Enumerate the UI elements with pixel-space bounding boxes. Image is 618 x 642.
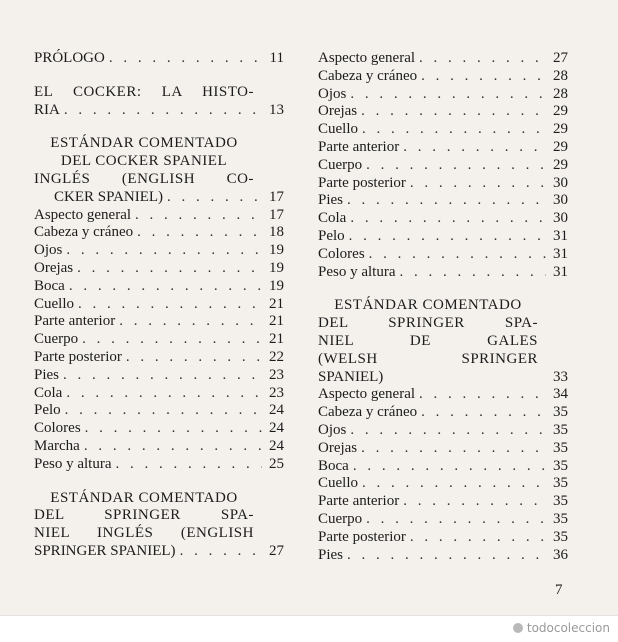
dot-leader (343, 192, 546, 210)
toc-entry-label: Cuerpo (318, 156, 363, 173)
dot-leader (115, 313, 262, 331)
toc-section-historia (34, 84, 284, 120)
toc-entry-page: 25 (269, 455, 284, 472)
dot-leader (395, 264, 546, 282)
toc-entry-label: Parte posterior (34, 348, 122, 365)
section-heading-line: RIA (34, 101, 60, 118)
dot-leader (62, 385, 262, 403)
toc-entry-page: 11 (269, 50, 284, 66)
toc-entry-page: 19 (269, 242, 284, 259)
toc-entry-page: 19 (269, 277, 284, 294)
toc-entry-page: 30 (553, 174, 568, 191)
toc-entry-page: 35 (553, 404, 568, 421)
toc-entry (34, 367, 284, 385)
section-heading-line: CKER SPANIEL) (54, 188, 164, 205)
section-heading-line: NIEL INGLÉS (ENGLISH (34, 525, 254, 542)
toc-entry (34, 296, 284, 314)
dot-leader (415, 386, 546, 404)
toc-entry-page: 31 (553, 227, 568, 244)
toc-entry (34, 420, 284, 438)
toc-entry-section-page (34, 189, 284, 207)
section-heading-line: (WELSH SPRINGER (318, 350, 538, 367)
toc-entry-label: Cuello (318, 475, 358, 492)
dot-leader (346, 422, 546, 440)
toc-entry-label: Ojos (318, 421, 347, 438)
dot-leader (133, 224, 262, 242)
dot-leader (362, 511, 546, 529)
toc-entry (318, 68, 568, 86)
toc-entry (318, 50, 568, 68)
toc-entry-label: Ojos (34, 242, 63, 259)
toc-entry-page: 19 (269, 259, 284, 276)
dot-leader (131, 207, 262, 225)
toc-entry-label: Peso y altura (318, 263, 396, 280)
toc-entry-label: Parte anterior (318, 493, 400, 510)
toc-entry-page: 29 (553, 156, 568, 173)
toc-entry-page: 23 (269, 384, 284, 401)
toc-entry-page: 35 (553, 421, 568, 438)
dot-leader (399, 139, 546, 157)
toc-entry (318, 458, 568, 476)
dot-leader (62, 242, 262, 260)
dot-leader (73, 260, 262, 278)
toc-entry (34, 242, 284, 260)
dot-leader (176, 543, 262, 561)
toc-entry (34, 313, 284, 331)
toc-entry-page: 28 (553, 67, 568, 84)
toc-entry-page: 23 (269, 366, 284, 383)
toc-entry-label: Boca (318, 457, 349, 474)
toc-entry (318, 157, 568, 175)
toc-entry-label: Cabeza y cráneo (34, 224, 134, 241)
dot-leader (358, 475, 546, 493)
dot-leader (357, 440, 546, 458)
toc-entry-label: Boca (34, 277, 65, 294)
toc-entry (34, 402, 284, 420)
toc-entry-page: 31 (553, 245, 568, 262)
toc-entry-label: Aspecto general (34, 206, 132, 223)
toc-entry (318, 511, 568, 529)
section-heading-line: SPRINGER SPANIEL) (34, 542, 176, 559)
watermark-logo (513, 619, 610, 637)
dot-leader (358, 121, 546, 139)
toc-entry-page: 27 (553, 50, 568, 66)
dot-leader (365, 246, 546, 264)
toc-entry-page: 21 (269, 331, 284, 348)
toc-entry-page: 29 (553, 103, 568, 120)
dot-leader (415, 50, 546, 68)
toc-entry (318, 175, 568, 193)
section-heading-line: NIEL DE GALES (318, 332, 538, 349)
toc-entry-page: 17 (269, 206, 284, 223)
section-heading-line: ESTÁNDAR COMENTADO (334, 297, 522, 314)
toc-entry-page: 35 (553, 439, 568, 456)
toc-entry-label: Pies (318, 546, 344, 563)
toc-entry-label: Cabeza y cráneo (318, 404, 418, 421)
toc-entry-label: Pies (34, 366, 60, 383)
toc-entry-label: Marcha (34, 437, 80, 454)
toc-entry-page: 27 (269, 542, 284, 559)
toc-entry (34, 385, 284, 403)
dot-leader (349, 458, 546, 476)
toc-entry (318, 103, 568, 121)
dot-leader (357, 103, 546, 121)
toc-left-column (34, 50, 284, 561)
dot-leader (417, 68, 546, 86)
toc-entry-page: 22 (269, 348, 284, 365)
dot-leader (346, 210, 546, 228)
toc-entry-label: Cuerpo (34, 331, 79, 348)
dot-leader (80, 438, 262, 456)
section-heading-line: EL COCKER: LA HISTO- (34, 83, 254, 100)
dot-leader (345, 228, 546, 246)
toc-entry-page: 13 (269, 101, 284, 118)
section-heading-line: INGLÉS (ENGLISH CO- (34, 170, 254, 187)
toc-entry-label: Cuerpo (318, 510, 363, 527)
toc-entry-page: 24 (269, 402, 284, 419)
toc-entry-label: Colores (318, 245, 365, 262)
toc-entry-list (34, 207, 284, 474)
page-number: 7 (555, 582, 563, 598)
toc-entry-label: Pelo (318, 227, 345, 244)
toc-entry-page: 30 (553, 192, 568, 209)
dot-leader (406, 175, 546, 193)
toc-entry (318, 404, 568, 422)
toc-entry-label: Cola (318, 210, 347, 227)
toc-entry (34, 260, 284, 278)
dot-leader (65, 278, 262, 296)
toc-entry (318, 139, 568, 157)
toc-entry-page: 35 (553, 475, 568, 492)
toc-entry-label: Aspecto general (318, 386, 416, 403)
toc-entry (34, 224, 284, 242)
toc-entry-page: 35 (553, 457, 568, 474)
toc-entry (318, 121, 568, 139)
toc-entry-page: 34 (553, 386, 568, 403)
toc-entry-page: 18 (269, 224, 284, 241)
dot-leader (346, 86, 546, 104)
section-heading-line: ESTÁNDAR COMENTADO (50, 489, 238, 506)
toc-entry (318, 264, 568, 282)
toc-entry-page: 17 (269, 188, 284, 205)
toc-entry-list (318, 386, 568, 564)
toc-entry (34, 438, 284, 456)
dot-leader (60, 102, 262, 120)
toc-entry (318, 547, 568, 565)
toc-entry-label: Parte anterior (34, 313, 116, 330)
toc-entry (34, 278, 284, 296)
toc-entry-label: PRÓLOGO (34, 50, 105, 66)
toc-entry (318, 493, 568, 511)
toc-entry-page: 24 (269, 420, 284, 437)
toc-entry (34, 349, 284, 367)
toc-entry-label: Cabeza y cráneo (318, 67, 418, 84)
dot-leader (61, 402, 262, 420)
toc-entry-page: 35 (553, 510, 568, 527)
toc-entry (318, 422, 568, 440)
toc-entry-label: Parte posterior (318, 174, 406, 191)
dot-leader (406, 529, 546, 547)
toc-entry-page: 31 (553, 263, 568, 280)
section-heading-line: DEL SPRINGER SPA- (318, 315, 538, 332)
toc-entry-label: Ojos (318, 85, 347, 102)
toc-entry-label: Pelo (34, 402, 61, 419)
toc-entry (318, 386, 568, 404)
dot-leader (74, 296, 262, 314)
dot-leader (362, 157, 546, 175)
toc-entry-page: 28 (553, 85, 568, 102)
toc-entry (318, 86, 568, 104)
toc-entry (34, 331, 284, 349)
toc-entry-label: Parte posterior (318, 528, 406, 545)
dot-leader (163, 189, 262, 207)
toc-section-estandar-gales (318, 297, 568, 386)
section-heading-line: ESTÁNDAR COMENTADO (50, 135, 238, 152)
toc-entry (318, 192, 568, 210)
toc-entry-page: 35 (553, 528, 568, 545)
toc-entry-section-page (34, 543, 284, 561)
dot-leader (343, 547, 546, 565)
toc-entry (318, 246, 568, 264)
toc-entry (34, 207, 284, 225)
dot-leader (59, 367, 262, 385)
dot-leader (81, 420, 262, 438)
toc-entry-page: 29 (553, 138, 568, 155)
toc-entry-page: 36 (553, 546, 568, 563)
dot-leader (105, 50, 262, 68)
toc-entry-page: 29 (553, 121, 568, 138)
toc-entry-page: 24 (269, 437, 284, 454)
section-heading-line: DEL COCKER SPANIEL (60, 153, 228, 170)
dot-leader (78, 331, 262, 349)
dot-leader (417, 404, 546, 422)
toc-entry-label: Cuello (34, 295, 74, 312)
toc-entry (318, 440, 568, 458)
toc-entry-page: 30 (553, 210, 568, 227)
toc-entry-label: Orejas (318, 103, 358, 120)
toc-right-column (318, 50, 568, 564)
watermark-text: todocoleccion (526, 621, 610, 635)
toc-entry-page: 33 (553, 368, 568, 385)
toc-entry-page: 21 (269, 295, 284, 312)
toc-entry-list (318, 50, 568, 281)
toc-entry-label: Pies (318, 192, 344, 209)
toc-entry-label: Cola (34, 384, 63, 401)
toc-entry-label: Colores (34, 420, 81, 437)
toc-entry-section-page (318, 369, 568, 387)
section-heading-line: DEL SPRINGER SPA- (34, 507, 254, 524)
toc-entry (318, 529, 568, 547)
toc-entry-label: Orejas (318, 439, 358, 456)
toc-entry-label: Cuello (318, 121, 358, 138)
toc-entry-label: Parte anterior (318, 138, 400, 155)
section-heading-line: SPANIEL) (318, 368, 384, 385)
toc-entry-page: 21 (269, 313, 284, 330)
toc-section-estandar-springer-ingles (34, 490, 284, 561)
toc-entry-label: Peso y altura (34, 455, 112, 472)
toc-entry-label: Aspecto general (318, 50, 416, 66)
toc-entry (34, 456, 284, 474)
toc-entry-prologo (34, 50, 284, 68)
dot-leader (399, 493, 546, 511)
toc-entry-historia (34, 102, 284, 120)
toc-entry-page: 35 (553, 493, 568, 510)
toc-section-estandar-cocker-ingles (34, 135, 284, 206)
toc-entry (318, 210, 568, 228)
toc-entry-label: Orejas (34, 259, 74, 276)
dot-leader (111, 456, 262, 474)
toc-entry (318, 228, 568, 246)
toc-entry (318, 475, 568, 493)
dot-leader (122, 349, 262, 367)
watermark-icon (513, 623, 523, 633)
